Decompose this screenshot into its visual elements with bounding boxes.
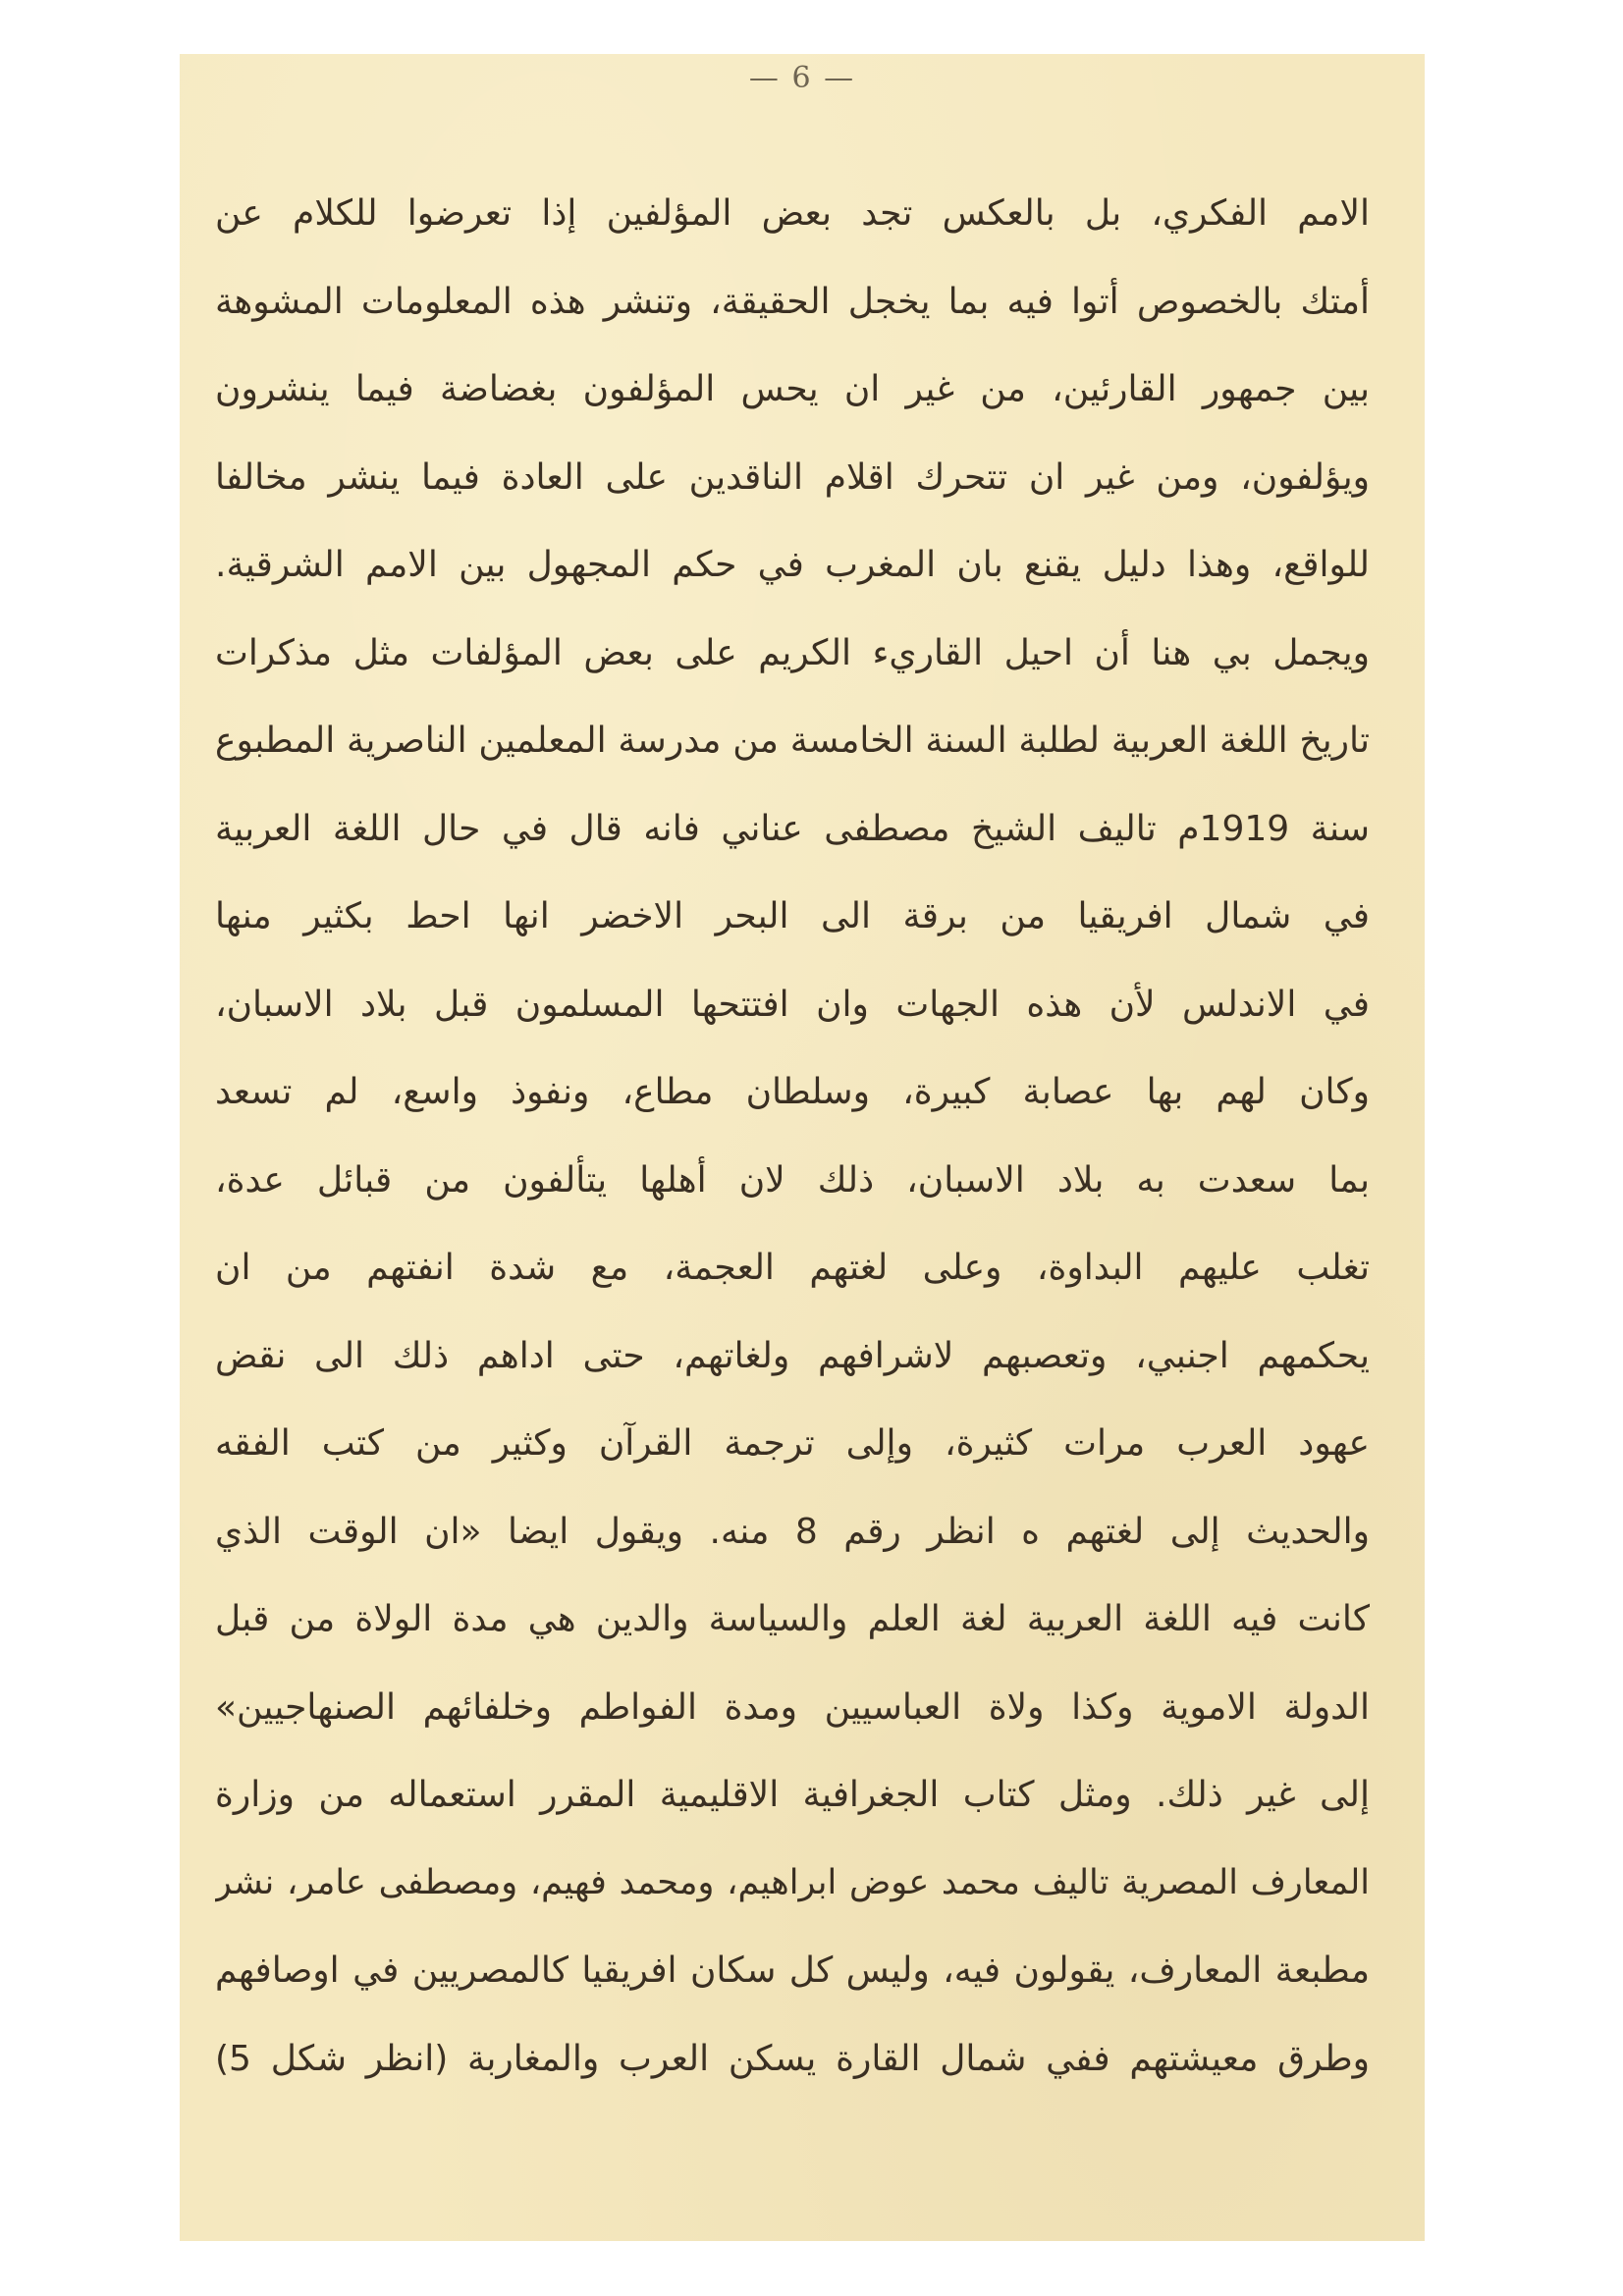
text-line: إلى غير ذلك. ومثل كتاب الجغرافية الاقليمية المقرر استعماله من وزارة	[215, 1775, 1370, 1815]
book-page	[180, 54, 1425, 2241]
text-line: عهود العرب مرات كثيرة، وإلى ترجمة القرآن وكثير من كتب الفقه	[215, 1423, 1370, 1464]
text-line: يحكمهم اجنبي، وتعصبهم لاشرافهم ولغاتهم، حتى اداهم ذلك الى نقض	[215, 1335, 1370, 1376]
text-line: والحديث إلى لغتهم ه انظر رقم 8 منه. ويقول ايضا «ان الوقت الذي	[215, 1511, 1370, 1552]
text-line: سنة 1919م تاليف الشيخ مصطفى عناني فانه قال في حال اللغة العربية	[215, 808, 1370, 849]
text-line: للواقع، وهذا دليل يقنع بان المغرب في حكم المجهول بين الامم الشرقية.	[215, 545, 1370, 585]
text-line: كانت فيه اللغة العربية لغة العلم والسياسة والدين هي مدة الولاة من قبل	[215, 1599, 1370, 1639]
body-text	[215, 170, 1370, 2103]
text-line: وكان لهم بها عصابة كبيرة، وسلطان مطاع، ونفوذ واسع، لم تسعد	[215, 1072, 1370, 1112]
text-line: بما سعدت به بلاد الاسبان، ذلك لان أهلها يتألفون من قبائل عدة،	[215, 1159, 1370, 1201]
text-line: ويؤلفون، ومن غير ان تتحرك اقلام الناقدين على العادة فيما ينشر مخالفا	[215, 456, 1370, 498]
text-line: أمتك بالخصوص أتوا فيه بما يخجل الحقيقة، وتنشر هذه المعلومات المشوهة	[215, 281, 1370, 322]
text-line: في الاندلس لأن هذه الجهات وان افتتحها المسلمون قبل بلاد الاسبان،	[215, 984, 1370, 1025]
text-line: وطرق معيشتهم ففي شمال القارة يسكن العرب والمغاربة (انظر شكل 5)	[215, 2038, 1370, 2079]
text-line: تغلب عليهم البداوة، وعلى لغتهم العجمة، مع شدة انفتهم من ان	[215, 1248, 1370, 1288]
text-line: الامم الفكري، بل بالعكس تجد بعض المؤلفين إذا تعرضوا للكلام عن	[215, 193, 1370, 234]
text-line: في شمال افريقيا من برقة الى البحر الاخضر انها احط بكثير منها	[215, 896, 1370, 936]
text-line: مطبعة المعارف، يقولون فيه، وليس كل سكان افريقيا كالمصريين في اوصافهم	[215, 1950, 1370, 1991]
page-number: — 6 —	[748, 61, 856, 95]
text-line: بين جمهور القارئين، من غير ان يحس المؤلفون بغضاضة فيما ينشرون	[215, 369, 1370, 409]
text-line: المعارف المصرية تاليف محمد عوض ابراهيم، ومحمد فهيم، ومصطفى عامر، نشر	[215, 1862, 1370, 1902]
text-line: ويجمل بي هنا أن احيل القاريء الكريم على بعض المؤلفات مثل مذكرات	[215, 632, 1370, 673]
text-line: تاريخ اللغة العربية لطلبة السنة الخامسة من مدرسة المعلمين الناصرية المطبوع	[215, 721, 1370, 761]
text-line: الدولة الاموية وكذا ولاة العباسيين ومدة الفواطم وخلفائهم الصنهاجيين»	[215, 1686, 1370, 1728]
